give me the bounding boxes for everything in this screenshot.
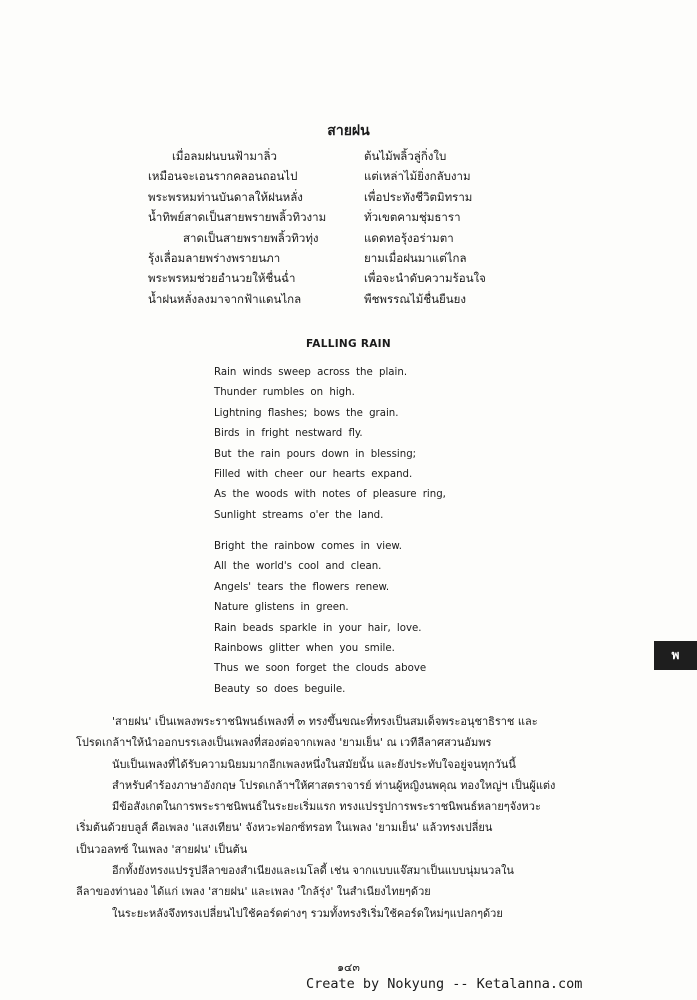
thai-verse-left: น้ำทิพย์สาดเป็นสายพรายพลิ้วทิวงาม bbox=[148, 210, 327, 225]
thai-verse-right: ทั่วเขตคามชุ่มธารา bbox=[364, 210, 461, 225]
verse-line: Nature glistens in green. bbox=[214, 602, 349, 614]
prose-section bbox=[76, 712, 616, 925]
thai-verse-left: สาดเป็นสายพรายพลิ้วทิวทุ่ง bbox=[183, 230, 319, 245]
verse-line: Bright the rainbow comes in view. bbox=[214, 541, 402, 552]
thai-verse-left: พระพรหมช่วยอำนวยให้ชื่นฉ่ำ bbox=[148, 271, 296, 286]
verse-line: Angels' tears the flowers renew. bbox=[214, 581, 390, 593]
thai-poem-row bbox=[0, 291, 697, 311]
prose-line: ในระยะหลังจึงทรงเปลี่ยนไปใช้คอร์ดต่างๆ รวมทั้งทรงริเริ่มใช้คอร์ดใหม่ๆแปลกๆด้วย bbox=[112, 906, 503, 920]
prose-line: เป็นวอลทซ์ ในเพลง 'สายฝน' เป็นต้น bbox=[76, 842, 248, 856]
thai-poem-row bbox=[0, 209, 697, 229]
thai-poem bbox=[0, 148, 697, 311]
prose-line: สำหรับคำร้องภาษาอังกฤษ โปรดเกล้าฯให้ศาสตราจารย์ ท่านผู้หญิงนพคุณ ทองใหญ่ฯ เป็นผู้แต่ง bbox=[112, 778, 556, 792]
thai-verse-right: แต่เหล่าไม้ยิ่งกลับงาม bbox=[364, 169, 471, 184]
english-poem-title: FALLING RAIN bbox=[306, 338, 391, 350]
thai-verse-right: พืชพรรณไม้ชื่นยืนยง bbox=[364, 291, 466, 306]
credit-watermark: Create by Nokyung -- Ketalanna.com bbox=[306, 976, 583, 992]
thai-poem-row bbox=[0, 148, 697, 168]
page-number: ๑๔๓ bbox=[337, 961, 360, 974]
thai-verse-right: เพื่อประทังชีวิตมิทราม bbox=[364, 189, 473, 204]
thai-poem-row bbox=[0, 230, 697, 250]
thai-poem-row bbox=[0, 250, 697, 270]
verse-line: Thunder rumbles on high. bbox=[214, 387, 355, 399]
verse-line: Birds in fright nestward fly. bbox=[214, 428, 363, 440]
thai-verse-left: เมื่อลมฝนบนฟ้ามาลิ่ว bbox=[172, 149, 277, 163]
thai-verse-left: รุ้งเลื่อมลายพร่างพรายนภา bbox=[148, 250, 281, 265]
verse-line: Filled with cheer our hearts expand. bbox=[214, 468, 413, 480]
verse-line: Sunlight streams o'er the land. bbox=[214, 509, 384, 521]
section-tab: พ bbox=[654, 641, 697, 670]
english-stanza-1 bbox=[214, 366, 446, 529]
verse-line: Lightning flashes; bows the grain. bbox=[214, 407, 399, 419]
prose-line: เริ่มต้นด้วยบลูส์ คือเพลง 'แสงเทียน' จังหวะฟอกซ์ทรอท ในเพลง 'ยามเย็น' แล้วทรงเปลี่ยน bbox=[76, 821, 493, 835]
prose-line: โปรดเกล้าฯให้นำออกบรรเลงเป็นเพลงที่สองต่อจากเพลง 'ยามเย็น' ณ เวทีลีลาศสวนอัมพร bbox=[76, 736, 492, 750]
verse-line: Rain winds sweep across the plain. bbox=[214, 367, 408, 378]
thai-verse-left: พระพรหมท่านบันดาลให้ฝนหลั่ง bbox=[148, 189, 303, 204]
verse-line: Rainbows glitter when you smile. bbox=[214, 642, 395, 654]
thai-poem-title: สายฝน bbox=[327, 123, 370, 139]
english-stanza-2 bbox=[214, 540, 426, 703]
thai-verse-left: น้ำฝนหลั่งลงมาจากฟ้าแดนไกล bbox=[148, 291, 302, 306]
verse-line: Thus we soon forget the clouds above bbox=[214, 663, 427, 675]
prose-line: 'สายฝน' เป็นเพลงพระราชนิพนธ์เพลงที่ ๓ ทรงขึ้นขณะที่ทรงเป็นสมเด็จพระอนุชาธิราช และ bbox=[112, 715, 538, 728]
prose-line: ลีลาของท่านอง ได้แก่ เพลง 'สายฝน' และเพลง 'ใกล้รุ่ง' ในสำเนียงไทยๆด้วย bbox=[76, 885, 431, 899]
verse-line: Beauty so does beguile. bbox=[214, 683, 346, 695]
thai-verse-right: ต้นไม้พลิ้วลู่กิ่งใบ bbox=[364, 149, 447, 163]
prose-line: นับเป็นเพลงที่ได้รับความนิยมมากอีกเพลงหนึ่งในสมัยนั้น และยังประทับใจอยู่จนทุกวันนี้ bbox=[112, 757, 516, 771]
verse-line: Rain beads sparkle in your hair, love. bbox=[214, 622, 422, 634]
thai-verse-right: ยามเมื่อฝนมาแต่ไกล bbox=[364, 250, 467, 265]
verse-line: But the rain pours down in blessing; bbox=[214, 448, 417, 460]
thai-poem-row bbox=[0, 270, 697, 290]
prose-line: มีข้อสังเกตในการพระราชนิพนธ์ในระยะเริ่มแรก ทรงแปรรูปการพระราชนิพนธ์หลายๆจังหวะ bbox=[112, 800, 541, 814]
thai-verse-right: เพื่อจะนำดับความร้อนใจ bbox=[364, 271, 486, 286]
verse-line: As the woods with notes of pleasure ring, bbox=[214, 489, 446, 501]
prose-line: อีกทั้งยังทรงแปรรูปลีลาของสำเนียงและเมโลดี้ เช่น จากแบบแจ๊สมาเป็นแบบนุ่มนวลใน bbox=[112, 864, 514, 878]
thai-verse-left: เหมือนจะเอนรากคลอนถอนไป bbox=[148, 169, 298, 184]
thai-poem-row bbox=[0, 189, 697, 209]
thai-poem-row bbox=[0, 168, 697, 188]
verse-line: All the world's cool and clean. bbox=[214, 561, 382, 573]
thai-verse-right: แดดทอรุ้งอร่ามตา bbox=[364, 230, 454, 245]
